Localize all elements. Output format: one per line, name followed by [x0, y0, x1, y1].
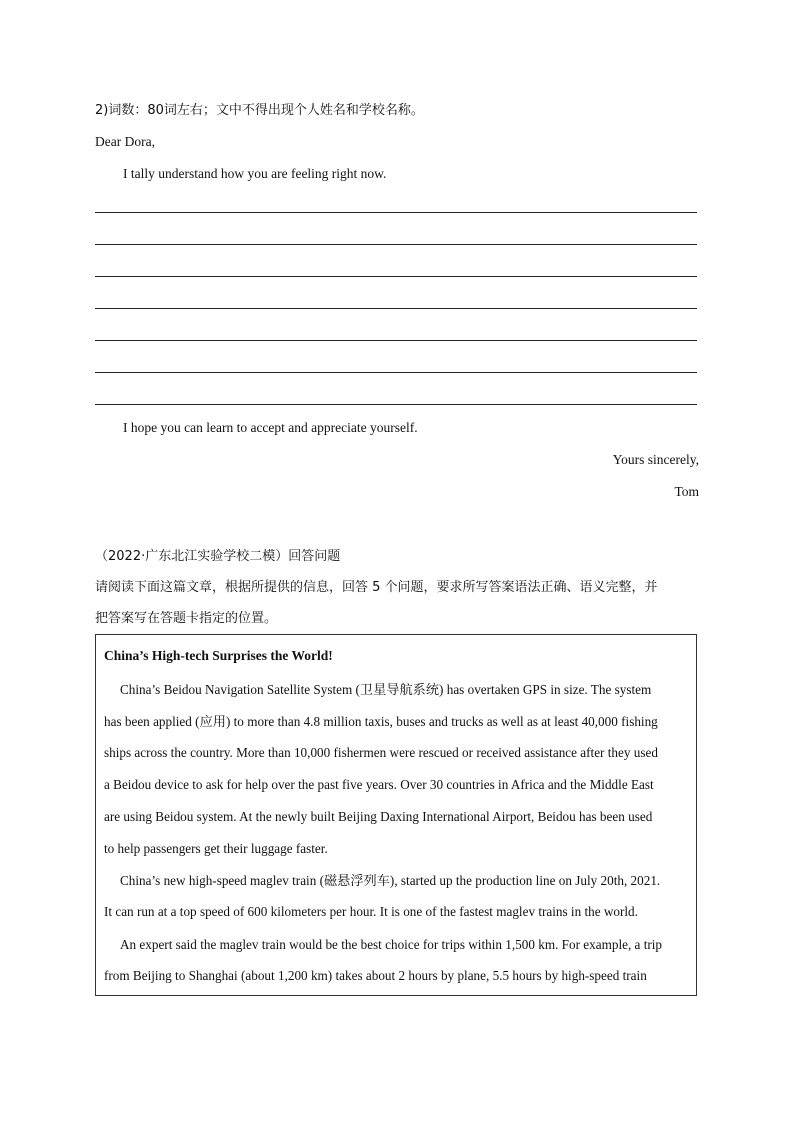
writing-line[interactable] [95, 308, 697, 309]
letter-closing-line: I hope you can learn to accept and appreciate yourself. [123, 420, 418, 435]
writing-line[interactable] [95, 244, 697, 245]
writing-line[interactable] [95, 404, 697, 405]
question-source: （2022·广东北江实验学校二模）回答问题 [95, 549, 341, 564]
article-line: a Beidou device to ask for help over the past five years. Over 30 countries in Africa and the Middle East [104, 777, 654, 792]
article-line: to help passengers get their luggage faster. [104, 841, 328, 856]
writing-line[interactable] [95, 372, 697, 373]
letter-greeting: Dear Dora, [95, 134, 155, 149]
article-line: ships across the country. More than 10,000 fishermen were rescued or received assistance after they used [104, 745, 658, 760]
instruction-line-2: 把答案写在答题卡指定的位置。 [95, 611, 278, 626]
article-box [95, 634, 697, 996]
word-count-requirement: 2)词数：80词左右；文中不得出现个人姓名和学校名称。 [95, 103, 424, 118]
article-line: from Beijing to Shanghai (about 1,200 km) takes about 2 hours by plane, 5.5 hours by high-speed train [104, 968, 647, 983]
article-line: China’s Beidou Navigation Satellite System (卫星导航系统) has overtaken GPS in size. The system [120, 682, 652, 697]
writing-line[interactable] [95, 212, 697, 213]
writing-line[interactable] [95, 276, 697, 277]
letter-signoff: Yours sincerely, [612, 452, 699, 467]
article-title: China’s High-tech Surprises the World! [104, 648, 333, 663]
instruction-line-1: 请阅读下面这篇文章，根据所提供的信息，回答 5 个问题，要求所写答案语法正确、语义完整，并 [95, 580, 658, 595]
letter-signature: Tom [674, 484, 699, 499]
article-line: has been applied (应用) to more than 4.8 million taxis, buses and trucks as well as at least 40,000 fishing [104, 714, 658, 729]
writing-line[interactable] [95, 340, 697, 341]
article-line: China’s new high-speed maglev train (磁悬浮列车), started up the production line on July 20th, 2021. [120, 873, 661, 888]
article-line: are using Beidou system. At the newly built Beijing Daxing International Airport, Beidou has been used [104, 809, 653, 824]
letter-opening: I tally understand how you are feeling right now. [123, 166, 387, 181]
article-line: It can run at a top speed of 600 kilometers per hour. It is one of the fastest maglev trains in the world. [104, 904, 638, 919]
article-line: An expert said the maglev train would be the best choice for trips within 1,500 km. For example, a trip [120, 937, 663, 952]
